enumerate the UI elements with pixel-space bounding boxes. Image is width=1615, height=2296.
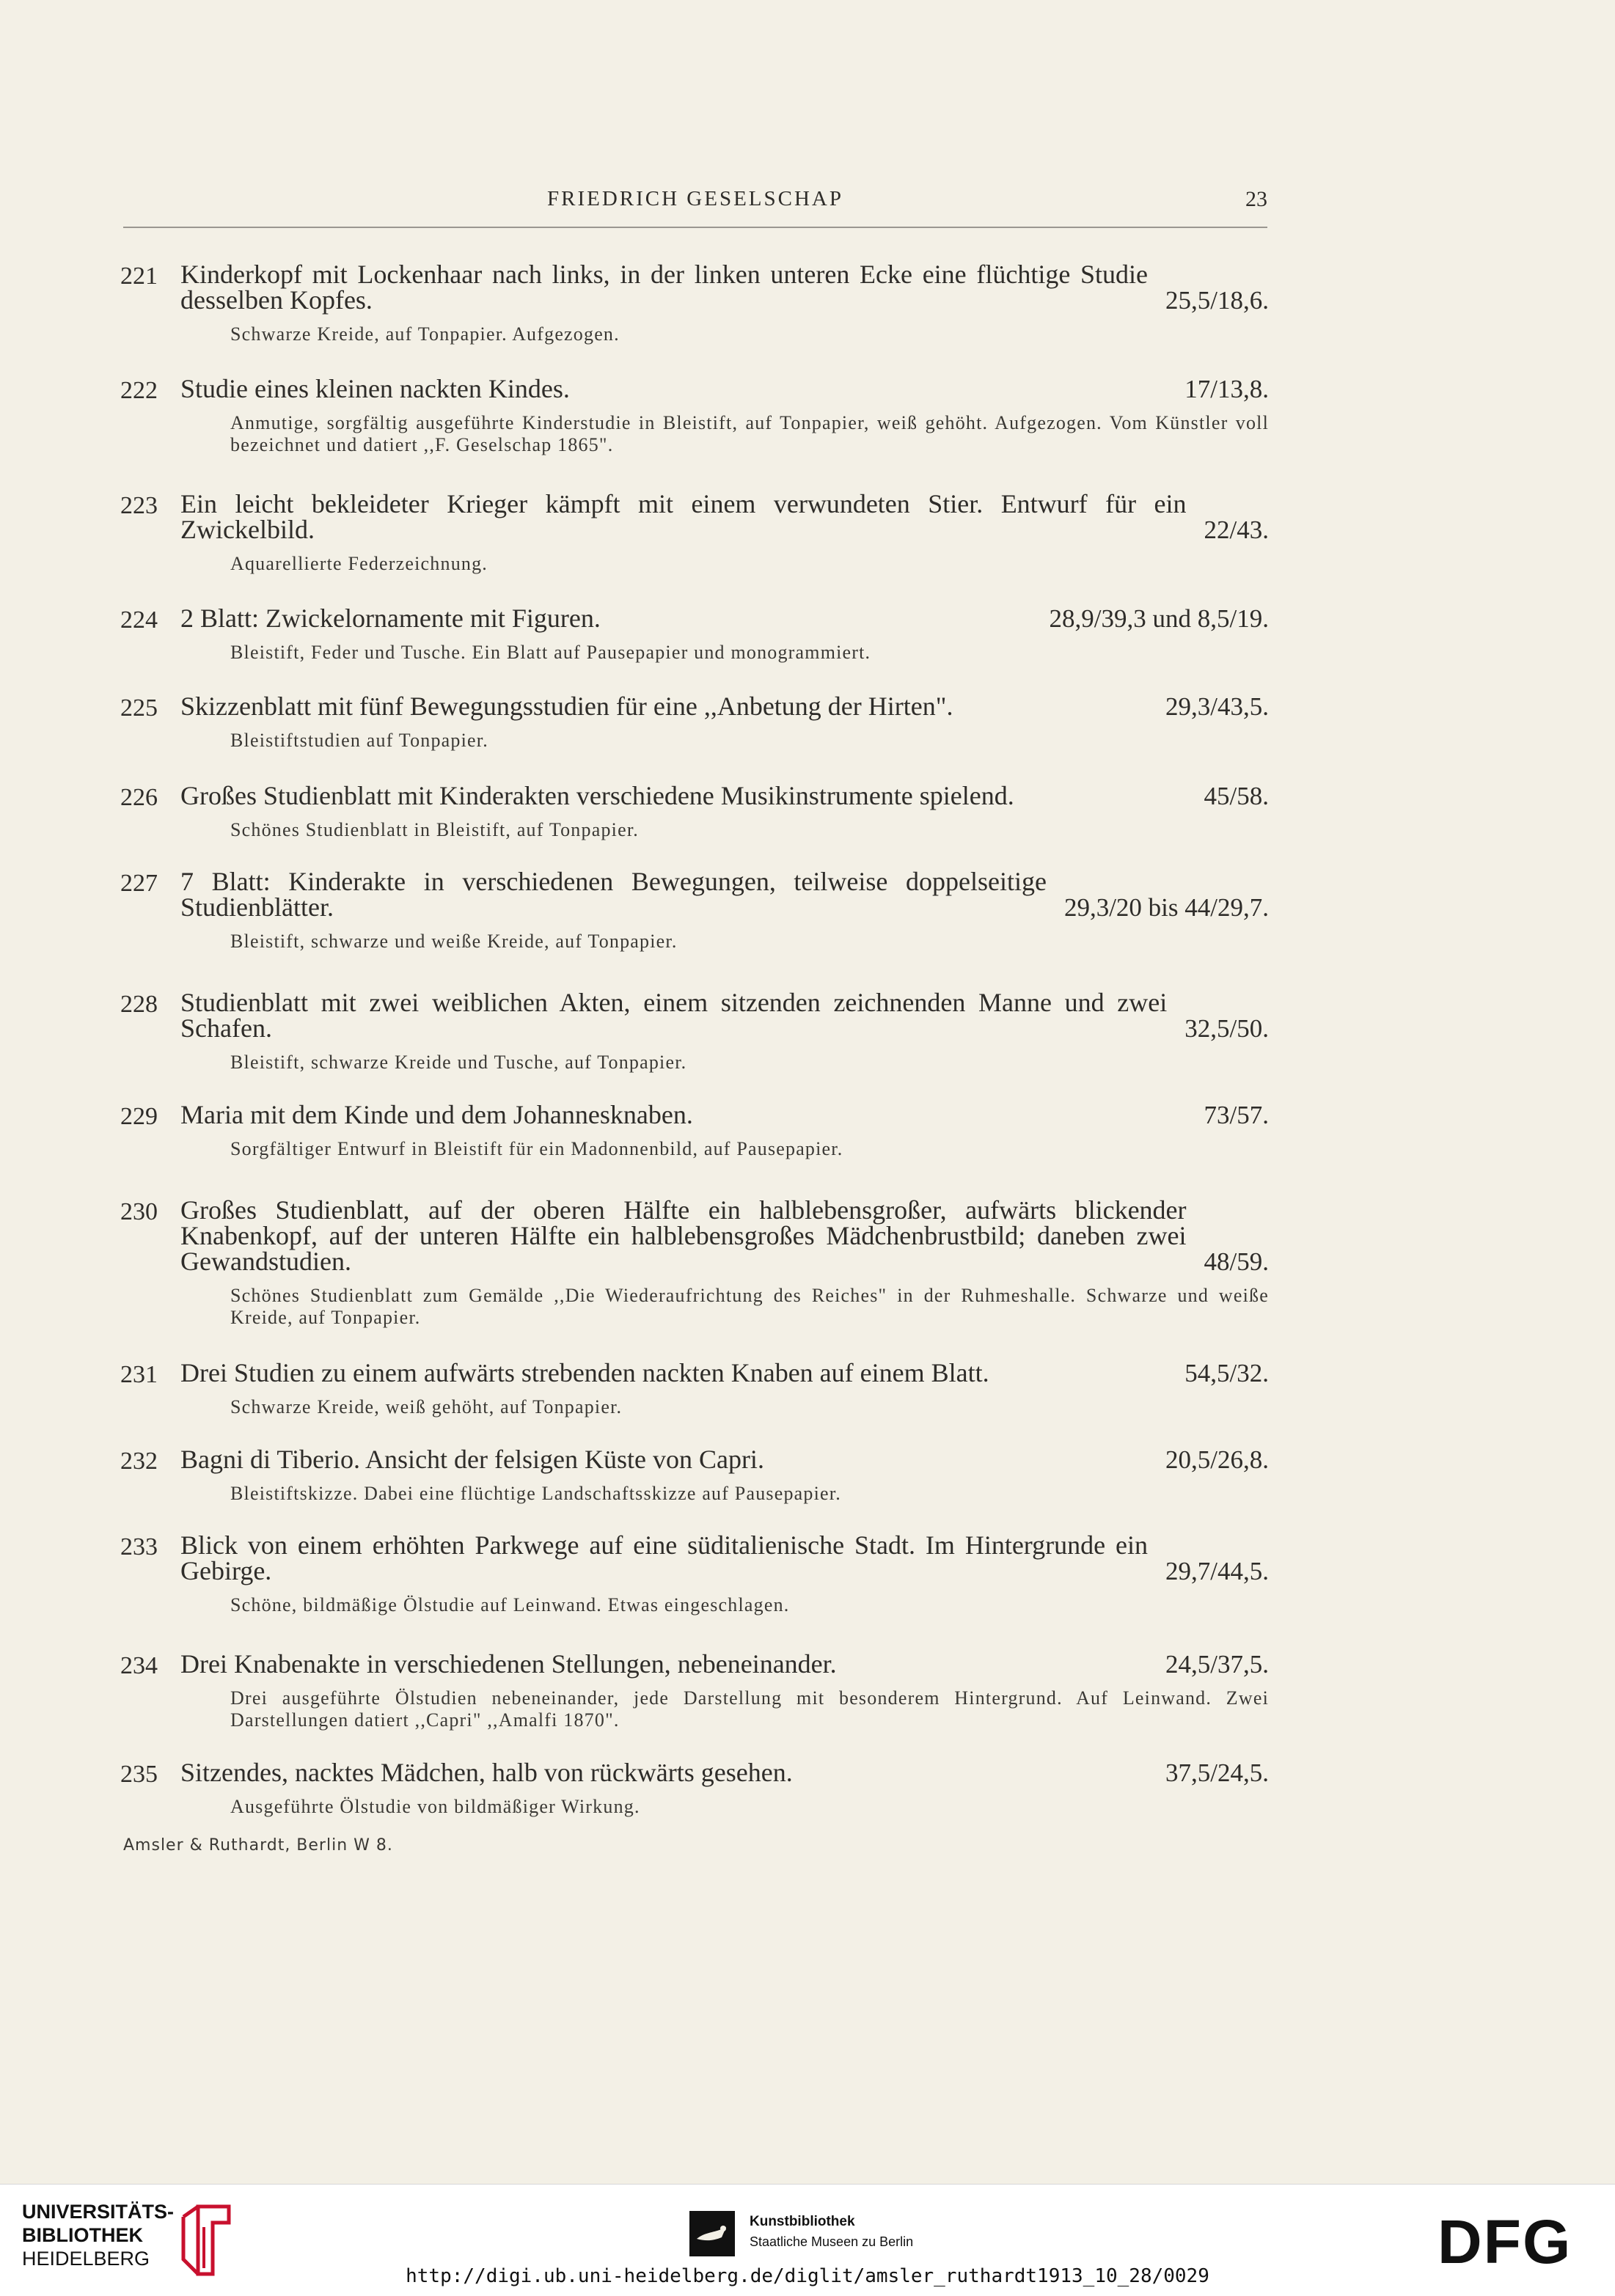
- entry-note: Ausgeführte Ölstudie von bildmäßiger Wirkung.: [230, 1796, 640, 1817]
- catalog-entry-223: [120, 491, 1269, 575]
- entry-dimensions: 29,3/20 bis 44/29,7.: [1063, 893, 1269, 922]
- entry-number: 233: [120, 1533, 158, 1560]
- entry-dimensions: 29,3/43,5.: [1165, 692, 1269, 721]
- catalog-entry-228: [120, 990, 1269, 1074]
- entry-note: Bleistift, schwarze und weiße Kreide, auf Tonpapier.: [230, 931, 678, 952]
- entry-title: 7 Blatt: Kinderakte in verschiedenen Bewegungen, teilweise doppelseitige Studienblätter.: [180, 867, 1047, 922]
- entry-title: Großes Studienblatt mit Kinderakten verschiedene Musikinstrumente spielend.: [180, 781, 1014, 810]
- entry-note: Bleistiftskizze. Dabei eine flüchtige Landschaftsskizze auf Pausepapier.: [230, 1483, 841, 1504]
- entry-title: Großes Studienblatt, auf der oberen Hälfte ein halblebensgroßer, aufwärts blickender Knabenkopf, auf der unteren Hälfte ein halblebensgroßes Mädchenbrustbild; daneben zwei Gewandstudien.: [180, 1195, 1187, 1276]
- entry-number: 223: [120, 492, 158, 519]
- library-name-line-3: HEIDELBERG: [22, 2248, 150, 2270]
- entry-note: Schönes Studienblatt zum Gemälde ,,Die Wiederaufrichtung des Reiches" in der Ruhmeshalle. Schwarze und weiße Kreide, auf Tonpapier.: [230, 1285, 1269, 1328]
- entry-note: Aquarellierte Federzeichnung.: [230, 553, 488, 574]
- entry-dimensions: 17/13,8.: [1184, 375, 1269, 403]
- entry-note: Schöne, bildmäßige Ölstudie auf Leinwand. Etwas eingeschlagen.: [230, 1594, 790, 1615]
- catalog-entry-222: [120, 376, 1269, 456]
- entry-note: Bleistift, schwarze Kreide und Tusche, auf Tonpapier.: [230, 1052, 687, 1073]
- entry-dimensions: 73/57.: [1204, 1101, 1269, 1129]
- catalog-entry-233: [120, 1530, 1269, 1616]
- catalog-entry-230: [120, 1197, 1269, 1329]
- viewer-footer: [0, 2184, 1615, 2296]
- catalog-entry-225: [120, 694, 1269, 752]
- page-number: 23: [1245, 187, 1267, 211]
- entry-dimensions: 28,9/39,3 und 8,5/19.: [1049, 604, 1269, 633]
- entry-dimensions: 48/59.: [1204, 1247, 1269, 1276]
- entry-title: Studie eines kleinen nackten Kindes.: [180, 374, 570, 403]
- entry-dimensions: 24,5/37,5.: [1165, 1650, 1269, 1679]
- catalog-entry-227: [120, 869, 1269, 953]
- entry-note: Bleistift, Feder und Tusche. Ein Blatt auf Pausepapier und monogrammiert.: [230, 642, 871, 663]
- entry-title: Drei Knabenakte in verschiedenen Stellungen, nebeneinander.: [180, 1649, 837, 1679]
- library-name-line-1: UNIVERSITÄTS-: [22, 2201, 175, 2223]
- entry-note: Anmutige, sorgfältig ausgeführte Kinderstudie in Bleistift, auf Tonpapier, weiß gehöht. Aufgezogen. Vom Künstler voll bezeichnet und datiert ,,F. Geselschap 1865".: [230, 412, 1269, 455]
- entry-number: 230: [120, 1198, 158, 1225]
- museum-name-line-1: Kunstbibliothek: [750, 2214, 855, 2229]
- museum-name-line-2: Staatliche Museen zu Berlin: [750, 2234, 914, 2249]
- entry-title: Bagni di Tiberio. Ansicht der felsigen Küste von Capri.: [180, 1445, 764, 1474]
- entry-title: Sitzendes, nacktes Mädchen, halb von rückwärts gesehen.: [180, 1758, 793, 1787]
- entry-number: 227: [120, 870, 158, 897]
- entry-title: Skizzenblatt mit fünf Bewegungsstudien für eine ,,Anbetung der Hirten".: [180, 692, 953, 721]
- entry-number: 232: [120, 1448, 158, 1475]
- entry-number: 225: [120, 694, 158, 722]
- entry-dimensions: 25,5/18,6.: [1165, 286, 1269, 315]
- catalog-entry-221: [120, 262, 1269, 345]
- entry-title: Studienblatt mit zwei weiblichen Akten, einem sitzenden zeichnenden Manne und zwei Schafen.: [180, 988, 1168, 1043]
- entry-dimensions: 20,5/26,8.: [1165, 1445, 1269, 1474]
- catalog-entry-226: [120, 783, 1269, 841]
- kunstbibliothek-logo[interactable]: [689, 2199, 939, 2258]
- permalink-url[interactable]: http://digi.ub.uni-heidelberg.de/diglit/amsler_ruthardt1913_10_28/0029: [406, 2265, 1209, 2287]
- entry-dimensions: 22/43.: [1204, 516, 1269, 544]
- catalog-entry-235: [120, 1760, 1269, 1818]
- entry-title: Blick von einem erhöhten Parkwege auf eine süditalienische Stadt. Im Hintergrunde ein Gebirge.: [180, 1530, 1149, 1585]
- header-rule: [123, 227, 1267, 228]
- running-head-title: FRIEDRICH GESELSCHAP: [546, 187, 844, 210]
- printer-imprint: Amsler & Ruthardt, Berlin W 8.: [123, 1836, 393, 1855]
- entry-number: 231: [120, 1361, 158, 1388]
- entry-dimensions: 45/58.: [1204, 782, 1269, 810]
- dfg-logo[interactable]: DFG: [1438, 2207, 1572, 2276]
- entry-number: 234: [120, 1652, 158, 1679]
- entry-title: Ein leicht bekleideter Krieger kämpft mit einem verwundeten Stier. Entwurf für ein Zwickelbild.: [180, 489, 1187, 544]
- catalog-entry-229: [120, 1102, 1269, 1160]
- entry-title: Kinderkopf mit Lockenhaar nach links, in der linken unteren Ecke eine flüchtige Studie desselben Kopfes.: [180, 260, 1149, 315]
- entry-number: 228: [120, 991, 158, 1018]
- running-head: [123, 187, 1267, 216]
- entry-note: Schönes Studienblatt in Bleistift, auf Tonpapier.: [230, 819, 639, 840]
- entry-number: 222: [120, 377, 158, 404]
- catalog-entry-234: [120, 1651, 1269, 1731]
- kunstbibliothek-eagle-icon: [689, 2211, 735, 2256]
- catalog-entry-232: [120, 1447, 1269, 1505]
- entry-note: Schwarze Kreide, auf Tonpapier. Aufgezogen.: [230, 323, 620, 345]
- entry-note: Sorgfältiger Entwurf in Bleistift für ein Madonnenbild, auf Pausepapier.: [230, 1138, 843, 1159]
- entry-number: 224: [120, 606, 158, 634]
- entry-note: Bleistiftstudien auf Tonpapier.: [230, 730, 488, 751]
- entry-number: 235: [120, 1761, 158, 1788]
- entry-title: 2 Blatt: Zwickelornamente mit Figuren.: [180, 604, 601, 633]
- entry-note: Schwarze Kreide, weiß gehöht, auf Tonpapier.: [230, 1396, 623, 1417]
- entry-dimensions: 32,5/50.: [1184, 1014, 1269, 1043]
- entry-dimensions: 37,5/24,5.: [1165, 1758, 1269, 1787]
- library-name-line-2: BIBLIOTHEK: [22, 2224, 143, 2246]
- entry-dimensions: 29,7/44,5.: [1165, 1557, 1269, 1585]
- entry-title: Maria mit dem Kinde und dem Johannesknaben.: [180, 1100, 693, 1129]
- catalog-entry-231: [120, 1360, 1269, 1418]
- catalog-entry-224: [120, 606, 1269, 664]
- entry-title: Drei Studien zu einem aufwärts strebenden nackten Knaben auf einem Blatt.: [180, 1358, 989, 1387]
- entry-number: 226: [120, 784, 158, 811]
- entry-number: 229: [120, 1103, 158, 1130]
- entry-note: Drei ausgeführte Ölstudien nebeneinander, jede Darstellung mit besonderem Hintergrund. Auf Leinwand. Zwei Darstellungen datiert ,,Capri" ,,Amalfi 1870".: [230, 1687, 1269, 1731]
- entry-dimensions: 54,5/32.: [1184, 1359, 1269, 1387]
- entry-number: 221: [120, 263, 158, 290]
